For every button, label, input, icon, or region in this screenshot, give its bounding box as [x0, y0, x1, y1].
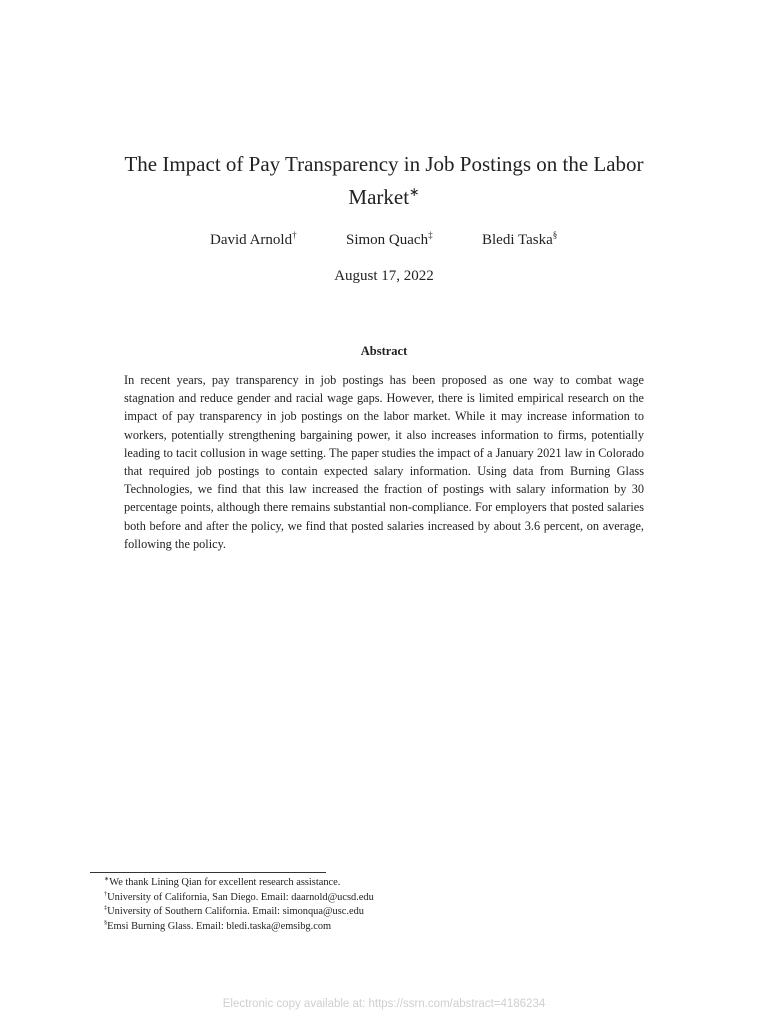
author-name: Simon Quach [346, 232, 429, 248]
author-name: David Arnold [210, 232, 293, 248]
author-footnote-mark: § [552, 230, 558, 240]
footnote-text: We thank Lining Qian for excellent research assistance. [109, 877, 341, 888]
footnote-text: Emsi Burning Glass. Email: bledi.taska@emsibg.com [107, 920, 332, 932]
author-simon-quach [346, 232, 433, 249]
footnote-mark: § [104, 919, 108, 927]
author-footnote-mark: ‡ [428, 230, 433, 240]
author-name: Bledi Taska [482, 232, 553, 248]
footnote-quach-affiliation [104, 905, 664, 920]
author-david-arnold [210, 232, 297, 249]
footnote-mark: ∗ [104, 875, 110, 883]
title-footnote-mark: ∗ [409, 185, 420, 199]
footnote-acknowledgement [104, 876, 664, 891]
ssrn-watermark: Electronic copy available at: https://ssrn.com/abstract=4186234 [222, 998, 546, 1010]
abstract-heading: Abstract [360, 344, 408, 358]
author-bledi-taska [482, 232, 557, 249]
publication-date: August 17, 2022 [334, 268, 434, 284]
footnote-text: University of Southern California. Email: simonqua@usc.edu [107, 906, 365, 917]
footnote-mark: † [104, 890, 108, 898]
footnote-text: University of California, San Diego. Email: daarnold@ucsd.edu [107, 891, 374, 903]
footnote-mark: ‡ [104, 904, 108, 912]
footnote-arnold-affiliation [104, 891, 664, 906]
paper-title-text: The Impact of Pay Transparency in Job Postings on the Labor Market [124, 152, 644, 209]
abstract-text: In recent years, pay transparency in job postings has been proposed as one way to combat wage stagnation and reduce gender and racial wage gaps. However, there is limited empirical research on the impact of pay transparency in job postings on the labor market. While it may increase information to workers, potentially strengthening bargaining power, it also increases information to firms, potentially leading to tacit collusion in wage setting. The paper studies the impact of a January 2021 law in Colorado that required job postings to contain expected salary information. Using data from Burning Glass Technologies, we find that this law increased the fraction of postings with salary information by 30 percentage points, although there remains substantial non-compliance. For employers that posted salaries both before and after the policy, we find that posted salaries increased by about 3.6 percent, on average, following the policy. [124, 373, 644, 551]
author-footnote-mark: † [292, 230, 297, 240]
paper-title [100, 148, 668, 214]
author-list [0, 232, 768, 252]
footnote-divider [90, 872, 326, 873]
footnote-taska-affiliation [104, 920, 664, 935]
footnotes [104, 876, 664, 934]
